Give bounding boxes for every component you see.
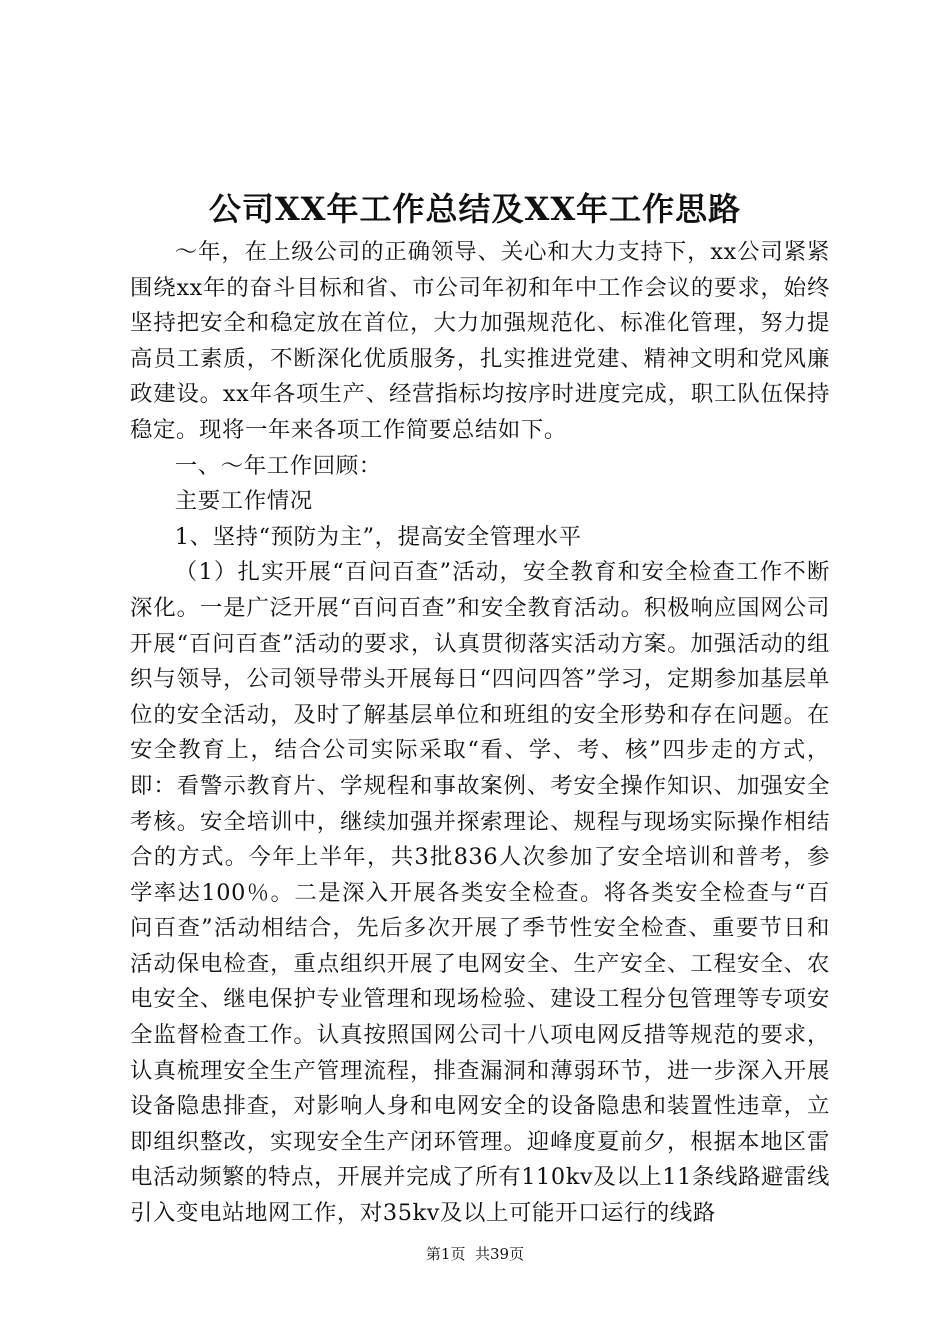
- page-total: 共39页: [475, 1245, 525, 1263]
- page-number: 第1页: [425, 1245, 466, 1263]
- page-footer: [0, 1244, 950, 1264]
- paragraph-section-heading: 一、～年工作回顾：: [174, 452, 382, 479]
- document-title: 公司XX年工作总结及XX年工作思路: [208, 190, 742, 228]
- document-body: [130, 235, 830, 1232]
- paragraph-intro: ～年，在上级公司的正确领导、关心和大力支持下，xx公司紧紧围绕xx年的奋斗目标和省、市公司年初和年中工作会议的要求，始终坚持把安全和稳定放在首位，大力加强规范化、标准化管理，努力提高员工素质，不断深化优质服务，扎实推进党建、精神文明和党风廉政建设。xx年各项生产、经营指标均按序时进度完成，职工队伍保持稳定。现将一年来各项工作简要总结如下。: [130, 239, 830, 443]
- paragraph-item-heading: 1、坚持“预防为主”，提高安全管理水平: [174, 523, 582, 550]
- paragraph-subheading: 主要工作情况: [174, 488, 313, 515]
- paragraph-safety-details: （1）扎实开展“百问百查”活动，安全教育和安全检查工作不断深化。一是广泛开展“百问百查”和安全教育活动。积极响应国网公司开展“百问百查”活动的要求，认真贯彻落实活动方案。加强活动的组织与领导，公司领导带头开展每日“四问四答”学习，定期参加基层单位的安全活动，及时了解基层单位和班组的安全形势和存在问题。在安全教育上，结合公司实际采取“看、学、考、核”四步走的方式，即：看警示教育片、学规程和事故案例、考安全操作知识、加强安全考核。安全培训中，继续加强并探索理论、规程与现场实际操作相结合的方式。今年上半年，共3批836人次参加了安全培训和普考，参学率达100％。二是深入开展各类安全检查。将各类安全检查与“百问百查”活动相结合，先后多次开展了季节性安全检查、重要节日和活动保电检查，重点组织开展了电网安全、生产安全、工程安全、农电安全、继电保护专业管理和现场检验、建设工程分包管理等专项安全监督检查工作。认真按照国网公司十八项电网反措等规范的要求，认真梳理安全生产管理流程，排查漏洞和薄弱环节，进一步深入开展设备隐患排查，对影响人身和电网安全的设备隐患和装置性违章，立即组织整改，实现安全生产闭环管理。迎峰度夏前夕，根据本地区雷电活动频繁的特点，开展并完成了所有110kv及以上11条线路避雷线引入变电站地网工作，对35kv及以上可能开口运行的线路: [130, 559, 830, 1227]
